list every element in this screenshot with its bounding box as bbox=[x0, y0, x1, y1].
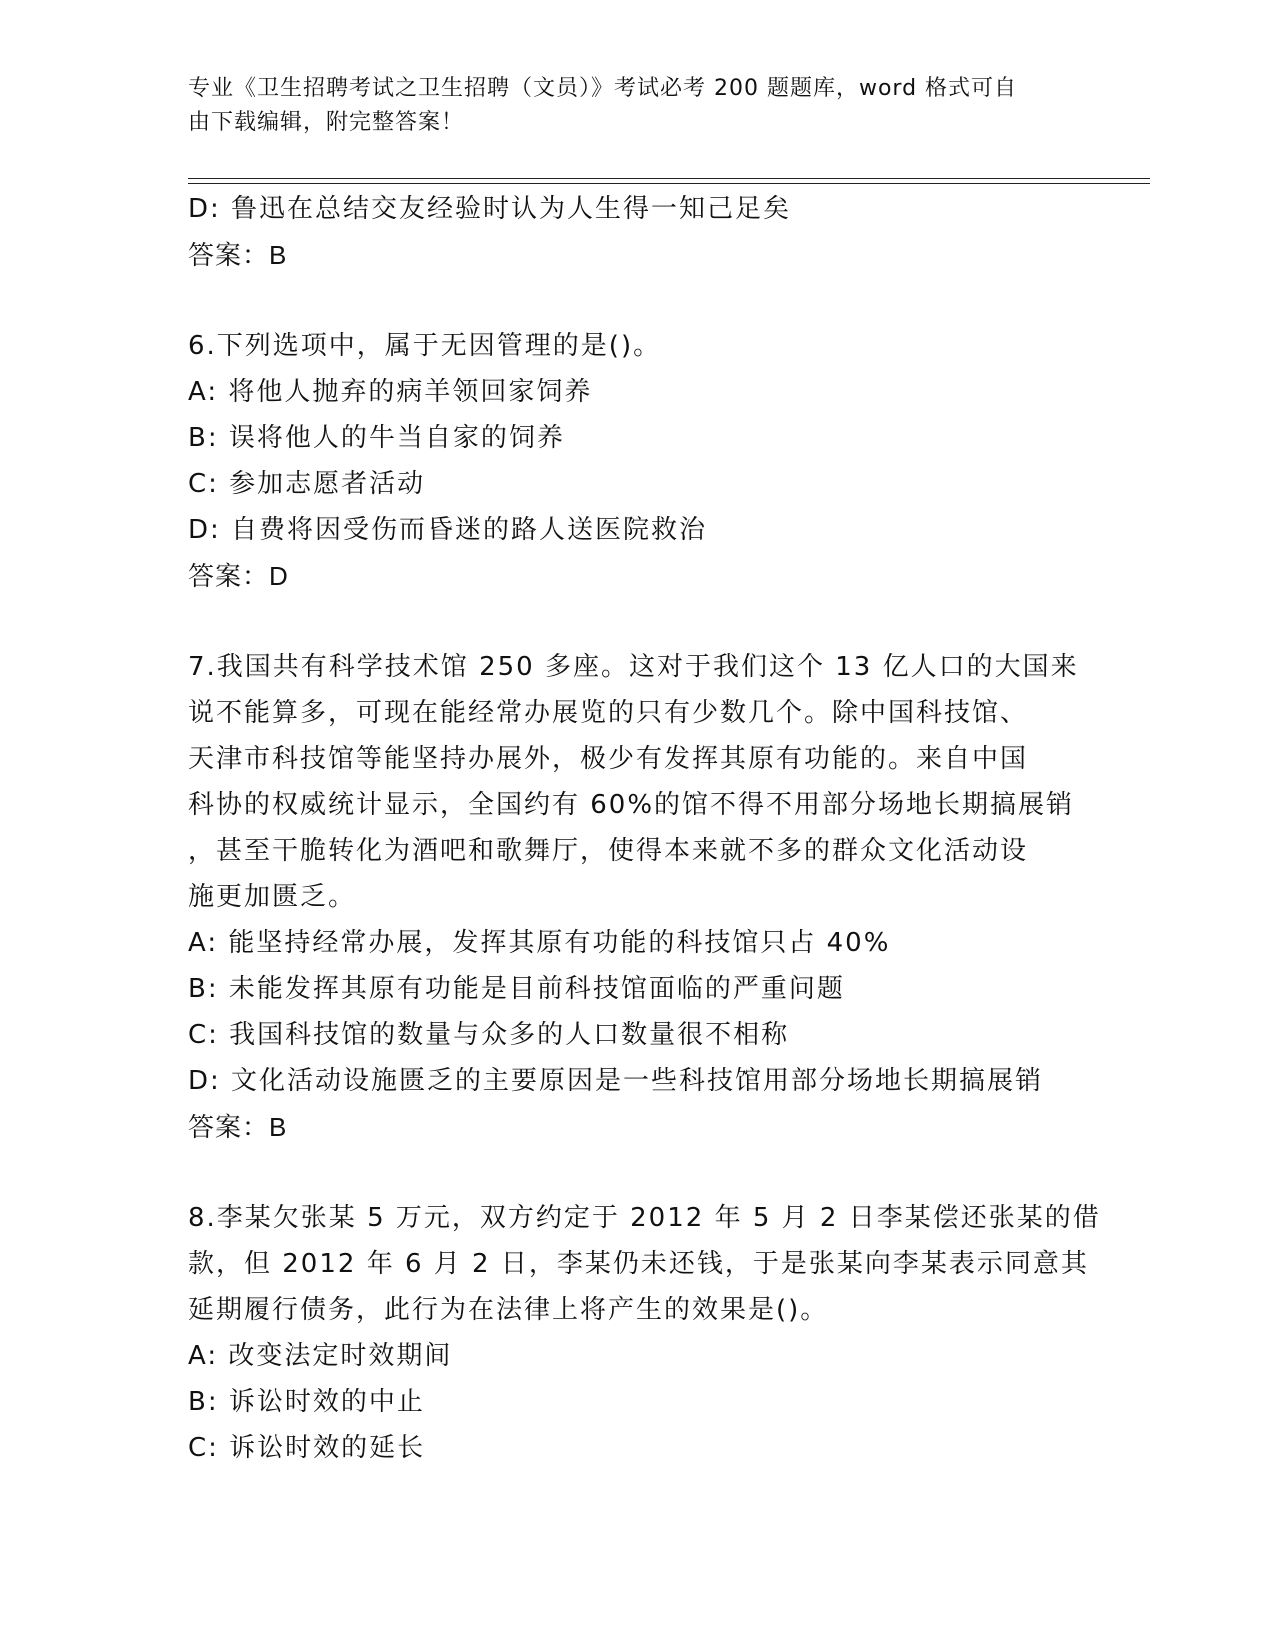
option-a: A: 将他人抛弃的病羊领回家饲养 bbox=[188, 377, 593, 407]
option-c: C: 我国科技馆的数量与众多的人口数量很不相称 bbox=[188, 1020, 790, 1050]
document-header bbox=[188, 72, 1078, 140]
answer: 答案：D bbox=[188, 561, 289, 591]
question-stem-line: 8.李某欠张某 5 万元，双方约定于 2012 年 5 月 2 日李某偿还张某的借 bbox=[188, 1203, 1101, 1233]
option-b: B: 误将他人的牛当自家的饲养 bbox=[188, 423, 565, 453]
question-list bbox=[188, 186, 1101, 1471]
question-stem-line: 施更加匮乏。 bbox=[188, 882, 357, 912]
option-b: B: 未能发挥其原有功能是目前科技馆面临的严重问题 bbox=[188, 974, 845, 1004]
question-stem-line: ，甚至干脆转化为酒吧和歌舞厅，使得本来就不多的群众文化活动设 bbox=[188, 836, 1029, 866]
question-stem-line: 天津市科技馆等能坚持办展外，极少有发挥其原有功能的。来自中国 bbox=[188, 744, 1029, 774]
option-d: D: 文化活动设施匮乏的主要原因是一些科技馆用部分场地长期搞展销 bbox=[188, 1066, 1044, 1096]
answer-prev: 答案：B bbox=[188, 240, 288, 270]
question-stem-line: 7.我国共有科学技术馆 250 多座。这对于我们这个 13 亿人口的大国来 bbox=[188, 652, 1079, 682]
question-stem-line: 延期履行债务，此行为在法律上将产生的效果是()。 bbox=[188, 1295, 829, 1325]
header-divider-thick bbox=[188, 183, 1150, 184]
option-a: A: 改变法定时效期间 bbox=[188, 1341, 453, 1371]
question-stem-line: 款，但 2012 年 6 月 2 日，李某仍未还钱，于是张某向李某表示同意其 bbox=[188, 1249, 1089, 1279]
question-7 bbox=[188, 644, 1088, 1150]
header-divider-thin bbox=[188, 178, 1150, 179]
option-c: C: 参加志愿者活动 bbox=[188, 469, 426, 499]
option-d: D: 自费将因受伤而昏迷的路人送医院救治 bbox=[188, 515, 708, 545]
option-c: C: 诉讼时效的延长 bbox=[188, 1433, 426, 1463]
header-line-1: 专业《卫生招聘考试之卫生招聘（文员）》考试必考 200 题题库，word 格式可自 bbox=[188, 76, 1018, 101]
option-b: B: 诉讼时效的中止 bbox=[188, 1387, 425, 1417]
question-stem-line: 6.下列选项中，属于无因管理的是()。 bbox=[188, 331, 662, 361]
question-8 bbox=[188, 1195, 1101, 1471]
header-line-2: 由下载编辑，附完整答案！ bbox=[188, 110, 465, 135]
option-d-prev: D: 鲁迅在总结交友经验时认为人生得一知己足矣 bbox=[188, 194, 792, 224]
question-6 bbox=[188, 323, 1088, 599]
question-stem-line: 科协的权威统计显示，全国约有 60%的馆不得不用部分场地长期搞展销 bbox=[188, 790, 1075, 820]
answer: 答案：B bbox=[188, 1112, 288, 1142]
question-stem-line: 说不能算多，可现在能经常办展览的只有少数几个。除中国科技馆、 bbox=[188, 698, 1029, 728]
option-a: A: 能坚持经常办展，发挥其原有功能的科技馆只占 40% bbox=[188, 928, 891, 958]
